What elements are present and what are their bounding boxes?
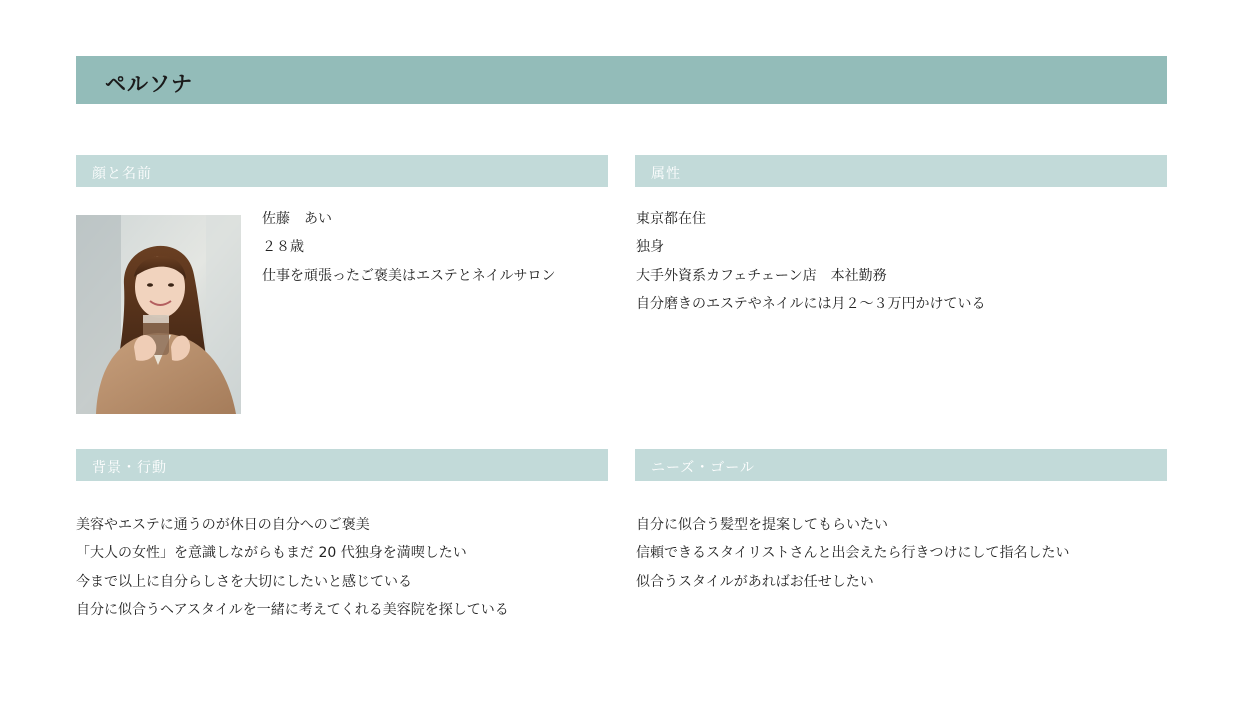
section-header-attributes <box>635 155 1167 187</box>
persona-photo <box>76 215 241 414</box>
page-header <box>76 56 1167 104</box>
attribute-item: 東京都在住 <box>636 211 706 227</box>
background-list <box>76 511 509 625</box>
background-item: 今まで以上に自分らしさを大切にしたいと感じている <box>76 573 412 590</box>
section-label-attributes: 属性 <box>651 166 681 182</box>
section-label-face-name: 顔と名前 <box>92 166 152 182</box>
section-header-face-name <box>76 155 608 187</box>
background-item: 「大人の女性」を意識しながらもまだ 20 代独身を満喫したい <box>76 545 467 562</box>
needs-goal-item: 信頼できるスタイリストさんと出会えたら行きつけにして指名したい <box>636 545 1070 562</box>
attribute-item: 自分磨きのエステやネイルには月２～３万円かけている <box>636 296 986 313</box>
attributes-list <box>636 205 985 319</box>
face-name-details <box>262 205 555 290</box>
page-title: ペルソナ <box>105 72 193 96</box>
background-item: 自分に似合うヘアスタイルを一緒に考えてくれる美容院を探している <box>76 602 509 619</box>
persona-age: ２８歳 <box>262 239 304 256</box>
section-label-needs-goals: ニーズ・ゴール <box>651 460 756 476</box>
background-item: 美容やエステに通うのが休日の自分へのご褒美 <box>76 517 370 533</box>
section-header-background <box>76 449 608 481</box>
persona-name: 佐藤 あい <box>262 211 332 227</box>
section-label-background: 背景・行動 <box>92 460 167 476</box>
persona-tagline: 仕事を頑張ったご褒美はエステとネイルサロン <box>262 267 556 284</box>
needs-goal-item: 似合うスタイルがあればお任せしたい <box>636 573 874 590</box>
attribute-item: 大手外資系カフェチェーン店 本社勤務 <box>636 267 887 284</box>
needs-goals-list <box>636 511 1069 596</box>
section-header-needs-goals <box>635 449 1167 481</box>
attribute-item: 独身 <box>636 239 664 256</box>
needs-goal-item: 自分に似合う髪型を提案してもらいたい <box>636 517 888 533</box>
